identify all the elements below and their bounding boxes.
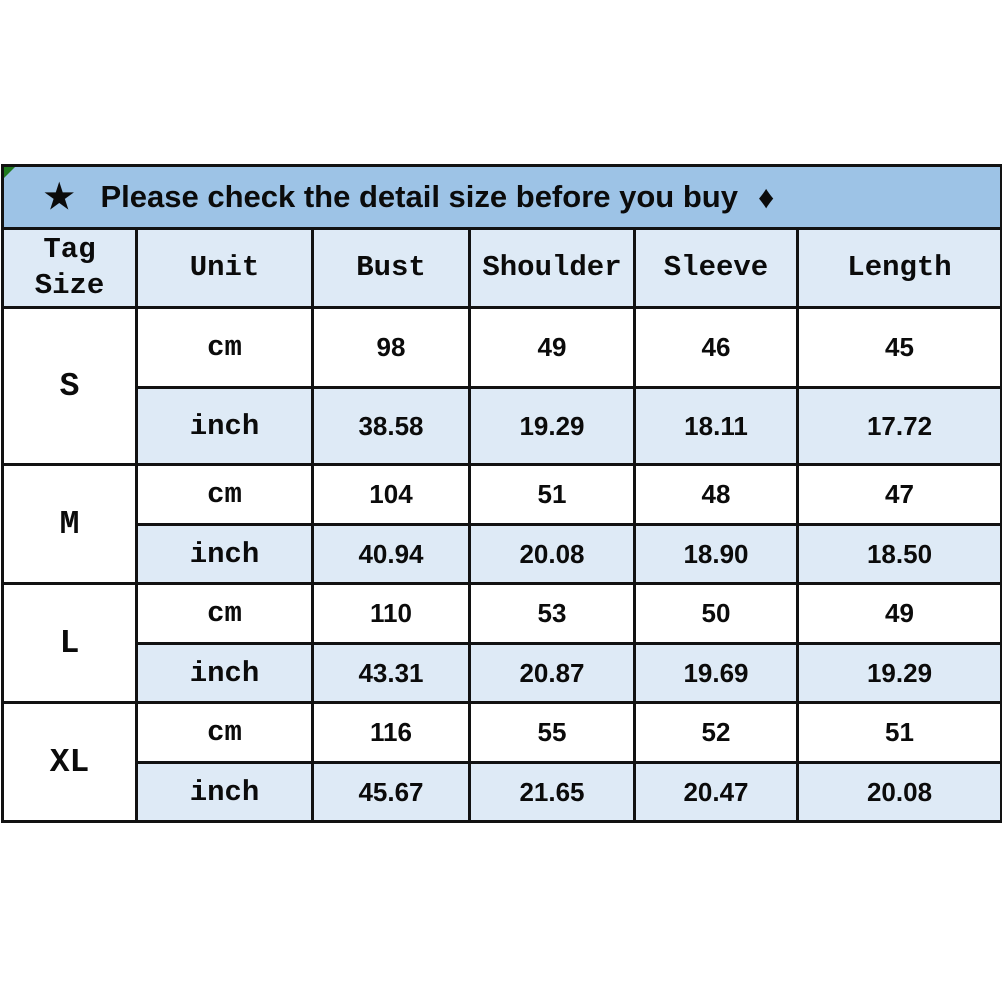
star-icon: ★	[44, 178, 75, 216]
shoulder-value: 49	[470, 308, 635, 388]
shoulder-value: 19.29	[470, 388, 635, 465]
row-m-inch	[3, 525, 1002, 584]
corner-flag-icon	[4, 167, 15, 178]
row-s-inch	[3, 388, 1002, 465]
sleeve-value: 48	[635, 465, 798, 525]
header-row	[3, 229, 1002, 308]
length-value: 49	[798, 584, 1002, 644]
length-value: 20.08	[798, 763, 1002, 822]
sleeve-value: 19.69	[635, 644, 798, 703]
shoulder-value: 51	[470, 465, 635, 525]
length-value: 17.72	[798, 388, 1002, 465]
length-value: 45	[798, 308, 1002, 388]
size-label: L	[3, 584, 137, 703]
header-shoulder: Shoulder	[470, 229, 635, 308]
length-value: 19.29	[798, 644, 1002, 703]
unit-label: cm	[137, 465, 313, 525]
diamond-icon: ♦	[757, 178, 775, 215]
sleeve-value: 52	[635, 703, 798, 763]
unit-label: inch	[137, 525, 313, 584]
banner	[3, 166, 1002, 229]
shoulder-value: 21.65	[470, 763, 635, 822]
unit-label: cm	[137, 584, 313, 644]
size-label: M	[3, 465, 137, 584]
unit-label: inch	[137, 644, 313, 703]
sleeve-value: 18.90	[635, 525, 798, 584]
shoulder-value: 20.08	[470, 525, 635, 584]
unit-label: inch	[137, 763, 313, 822]
row-s-cm	[3, 308, 1002, 388]
shoulder-value: 20.87	[470, 644, 635, 703]
header-length: Length	[798, 229, 1002, 308]
bust-value: 104	[313, 465, 470, 525]
sleeve-value: 20.47	[635, 763, 798, 822]
banner-text: Please check the detail size before you buy	[100, 179, 738, 214]
bust-value: 116	[313, 703, 470, 763]
length-value: 47	[798, 465, 1002, 525]
size-label: S	[3, 308, 137, 465]
size-chart-table	[1, 164, 1002, 823]
row-l-cm	[3, 584, 1002, 644]
header-bust: Bust	[313, 229, 470, 308]
header-sleeve: Sleeve	[635, 229, 798, 308]
header-tag-size: Tag Size	[3, 229, 137, 308]
bust-value: 38.58	[313, 388, 470, 465]
row-xl-cm	[3, 703, 1002, 763]
sleeve-value: 18.11	[635, 388, 798, 465]
bust-value: 43.31	[313, 644, 470, 703]
row-m-cm	[3, 465, 1002, 525]
row-xl-inch	[3, 763, 1002, 822]
size-label: XL	[3, 703, 137, 822]
bust-value: 98	[313, 308, 470, 388]
header-unit: Unit	[137, 229, 313, 308]
bust-value: 45.67	[313, 763, 470, 822]
unit-label: inch	[137, 388, 313, 465]
shoulder-value: 53	[470, 584, 635, 644]
length-value: 51	[798, 703, 1002, 763]
bust-value: 40.94	[313, 525, 470, 584]
shoulder-value: 55	[470, 703, 635, 763]
unit-label: cm	[137, 703, 313, 763]
sleeve-value: 50	[635, 584, 798, 644]
row-l-inch	[3, 644, 1002, 703]
banner-row	[3, 166, 1002, 229]
length-value: 18.50	[798, 525, 1002, 584]
unit-label: cm	[137, 308, 313, 388]
bust-value: 110	[313, 584, 470, 644]
sleeve-value: 46	[635, 308, 798, 388]
